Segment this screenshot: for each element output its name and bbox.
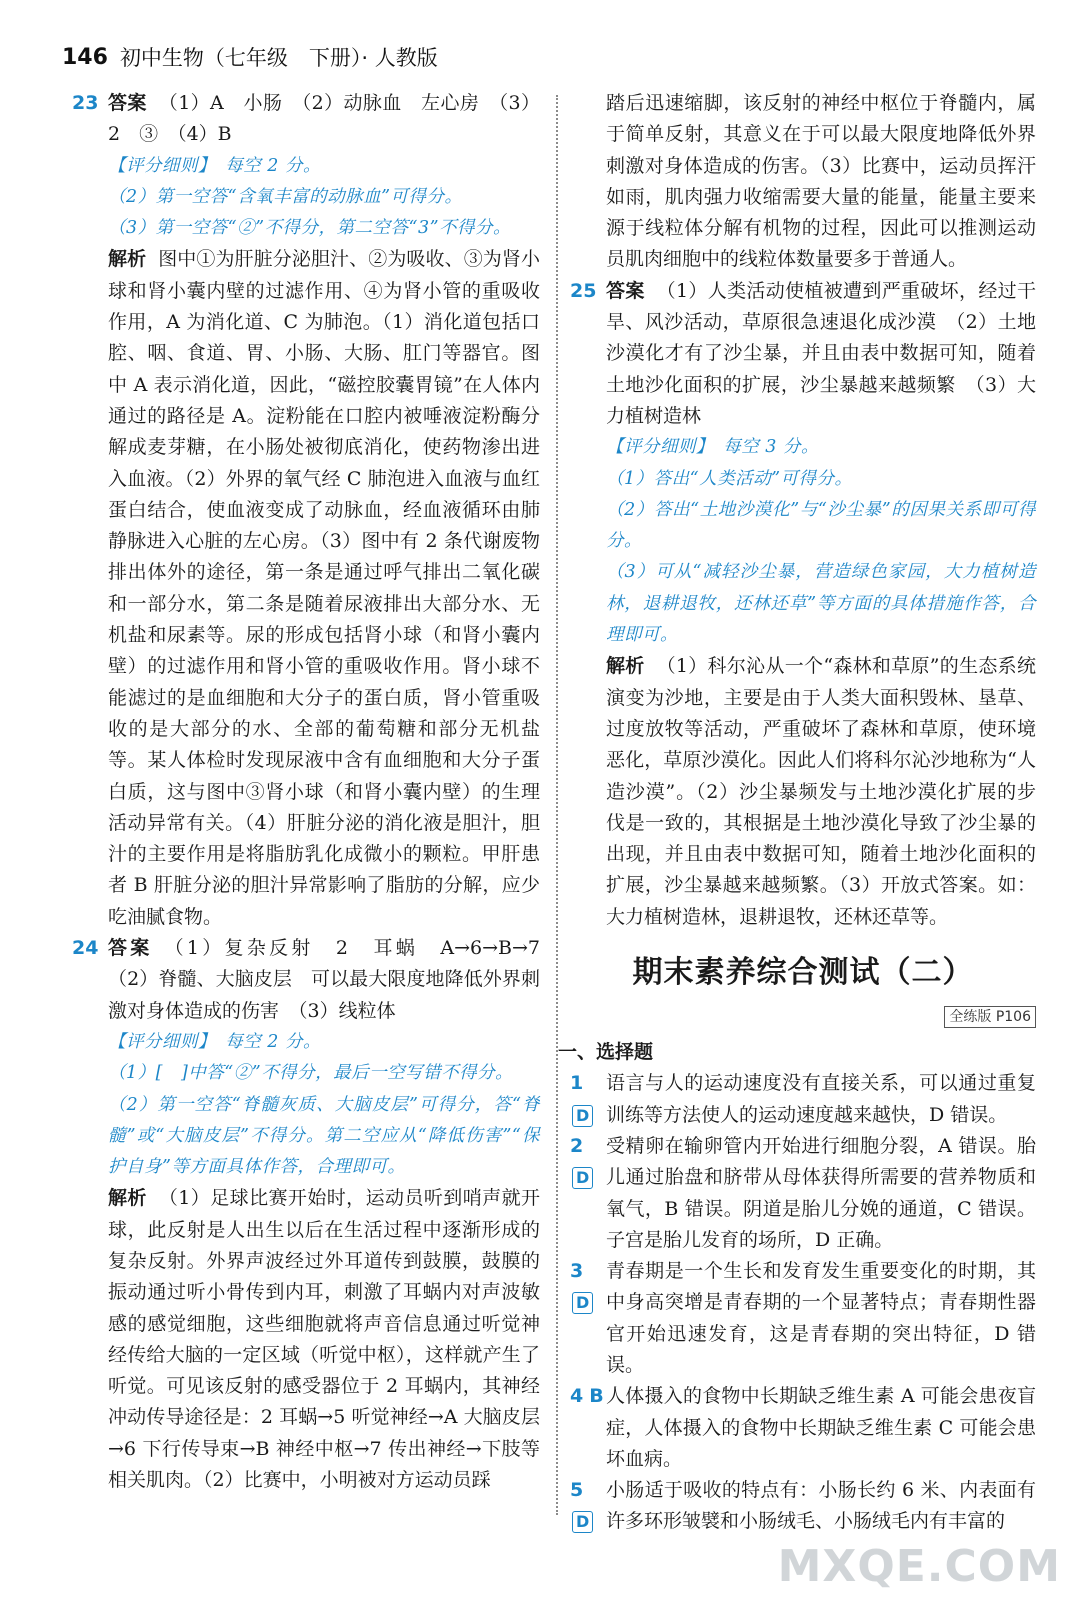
scoring-line: 【评分细则】 每空 2 分。 (108, 155, 322, 176)
question-number: 23 (72, 92, 99, 114)
answer-block (72, 88, 540, 151)
choice-item (570, 1475, 1036, 1538)
choice-item (570, 1131, 1036, 1256)
scoring-line: （1）答出“人类活动”可得分。 (606, 468, 853, 489)
scoring-line: 【评分细则】 每空 2 分。 (108, 1031, 322, 1052)
choice-text: 语言与人的运动速度没有直接关系，可以通过重复训练等方法使人的运动速度越来越快，D 错误。 (606, 1072, 1036, 1126)
answer-block (72, 933, 559, 1027)
answer-letter: B (589, 1385, 604, 1408)
choice-text: 小肠适于吸收的特点有：小肠长约 6 米、内表面有许多环形皱襞和小肠绒毛、小肠绒毛内有丰富的 (606, 1479, 1036, 1533)
question-number: 24 (72, 937, 99, 960)
book-title: 初中生物（七年级 下册）· 人教版 (119, 46, 438, 70)
answer-label: 答案 (108, 92, 147, 114)
watermark: MXQE.COM (777, 1541, 1061, 1592)
analysis-text: 图中①为肝脏分泌胆汁、②为吸收、③为肾小球和肾小囊内壁的过滤作用、④为肾小管的重吸收作用，A 为消化道、C 为肺泡。（1）消化道包括口腔、咽、食道、胃、小肠、大肠、肛门等器官。图中 A 表示消化道，因此，“磁控胶囊胃镜”在人体内通过的路径是 A。淀粉能在口腔内被唾液淀粉酶分解成麦芽糖，在小肠处被彻底消化，使药物渗出进入血液。（2）外界的氧气经 C 肺泡进入血液与血红蛋白结合，使血液变成了动脉血，经血液循环由肺静脉进入心脏的左心房。（3）图中有 2 条代谢废物排出体外的途径，第一条是通过呼气排出二氧化碳和一部分水，第二条是随着尿液排出大部分水、无机盐和尿素等。尿的形成包括肾小球（和肾小囊内壁）的过滤作用和肾小管的重吸收作用。肾小球不能滤过的是血细胞和大分子的蛋白质，肾小管重吸收的是大部分的水、全部的葡萄糖和部分无机盐等。某人体检时发现尿液中含有血细胞和大分子蛋白质，这与图中③肾小球（和肾小囊内壁）的生理活动异常有关。（4）肝脏分泌的消化液是胆汁，胆汁的主要作用是将脂肪乳化成微小的颗粒。甲肝患者 B 肝脏分泌的胆汁异常影响了脂肪的分解，应少吃油腻食物。 (108, 248, 540, 928)
part-heading: 一、选择题 (558, 1041, 654, 1064)
analysis-label: 解析 (606, 655, 645, 678)
left-column (72, 88, 559, 1496)
scoring-line: （3）可从“减轻沙尘暴，营造绿色家园，大力植树造林，退耕退牧，还林还草”等方面的具体措施作答，合理即可。 (606, 562, 1036, 646)
analysis-text: （1）足球比赛开始时，运动员听到哨声就开球，此反射是人出生以后在生活过程中逐渐形成的复杂反射。外界声波经过外耳道传到鼓膜，鼓膜的振动通过听小骨传到内耳，刺激了耳蜗内对声波敏感的感觉细胞，这些细胞就将声音信息通过听觉神经传给大脑的一定区域（听觉中枢），这样就产生了听觉。可见该反射的感受器位于 2 耳蜗内，其神经冲动传导途径是：2 耳蜗→5 听觉神经→A 大脑皮层→6 下行传导束→B 神经中枢→7 传出神经→下肢等相关肌肉。（2）比赛中，小明被对方运动员踩 (108, 1187, 540, 1492)
answer-letter: D (572, 1105, 593, 1127)
choice-number: 4 B (570, 1385, 604, 1408)
question-25 (570, 276, 1036, 933)
choice-text: 受精卵在输卵管内开始进行细胞分裂，A 错误。胎儿通过胎盘和脐带从母体获得所需要的营养物质和氧气，B 错误。阴道是胎儿分娩的通道，C 错误。子宫是胎儿发育的场所，D 正确。 (606, 1134, 1036, 1251)
answer-letter: D (572, 1167, 593, 1189)
reference-row (570, 1003, 1036, 1029)
choice-number: 5D (570, 1475, 604, 1538)
scoring-line: （2）答出“土地沙漠化”与“沙尘暴”的因果关系即可得分。 (606, 499, 1036, 552)
analysis-label: 解析 (108, 1187, 147, 1210)
section-title: 期末素养综合测试（二） (632, 955, 974, 991)
analysis-label: 解析 (108, 248, 147, 271)
choice-item (570, 1256, 1036, 1381)
answer-text: （1）A 小肠 （2）动脉血 左心房 （3）2 ③ （4）B (108, 92, 540, 146)
question-23 (72, 88, 540, 933)
scoring-line: （3）第一空答“②”不得分，第二空答“3”不得分。 (108, 218, 512, 239)
analysis-block (72, 244, 540, 933)
choice-item (570, 1068, 1036, 1131)
right-column (558, 88, 1036, 1538)
choice-number: 2D (570, 1131, 604, 1194)
scoring-line: 【评分细则】 每空 3 分。 (606, 437, 820, 458)
analysis-text: （1）科尔沁从一个“森林和草原”的生态系统演变为沙地，主要是由于人类大面积毁林、垦草、过度放牧等活动，严重破坏了森林和草原，使环境恶化，草原沙漠化。因此人们将科尔沁沙地称为“人造沙漠”。（2）沙尘暴频发与土地沙漠化扩展的步伐是一致的，其根据是土地沙漠化导致了沙尘暴的出现，并且由表中数据可知，随着土地沙化面积的扩展，沙尘暴越来越频繁。（3）开放式答案。如：大力植树造林，退耕退牧，还林还草等。 (606, 655, 1036, 928)
analysis-block (570, 651, 1036, 933)
choice-number: 1D (570, 1068, 604, 1131)
answer-text: （1）复杂反射 2 耳蜗 A→6→B→7 （2）脊髓、大脑皮层 可以最大限度地降低外界刺激对身体造成的伤害 （3）线粒体 (108, 937, 559, 1022)
answer-text: （1）人类活动使植被遭到严重破坏，经过干旱、风沙活动，草原很急速退化成沙漠 （2）土地沙漠化才有了沙尘暴，并且由表中数据可知，随着土地沙化面积的扩展，沙尘暴越来越频繁 （3）大力植树造林 (606, 279, 1036, 427)
answer-block (570, 276, 1036, 432)
analysis-block (72, 1183, 540, 1496)
page-header (62, 42, 438, 72)
answer-letter: D (572, 1511, 593, 1533)
choice-item (570, 1381, 1036, 1475)
page-number: 146 (62, 44, 108, 70)
answer-label: 答案 (108, 937, 153, 960)
choice-text: 青春期是一个生长和发育发生重要变化的时期，其中身高突增是青春期的一个显著特点；青春期性器官开始迅速发育，这是青春期的突出特征，D 错误。 (606, 1260, 1036, 1376)
choice-text: 人体摄入的食物中长期缺乏维生素 A 可能会患夜盲症，人体摄入的食物中长期缺乏维生素 C 可能会患坏血病。 (606, 1385, 1036, 1470)
answer-letter: D (572, 1292, 593, 1314)
answer-label: 答案 (606, 279, 645, 302)
scoring-line: （1）[ ]中答“②”不得分，最后一空写错不得分。 (108, 1063, 514, 1084)
question-24 (72, 933, 559, 1496)
question-number: 25 (570, 279, 597, 302)
question-24-continued: 踏后迅速缩脚，该反射的神经中枢位于脊髓内，属于简单反射，其意义在于可以最大限度地降低外界刺激对身体造成的伤害。（3）比赛中，运动员挥汗如雨，肌肉强力收缩需要大量的能量，能量主要来源于线粒体分解有机物的过程，因此可以推测运动员肌肉细胞中的线粒体数量要多于普通人。 (606, 92, 1036, 271)
scoring-line: （2）第一空答“含氧丰富的动脉血”可得分。 (108, 186, 463, 207)
column-divider (556, 95, 558, 1515)
choice-number: 3D (570, 1256, 604, 1319)
scoring-line: （2）第一空答“脊髓灰质、大脑皮层”可得分，答“脊髓”或“大脑皮层”不得分。第二空应从“降低伤害”“保护自身”等方面具体作答，合理即可。 (108, 1094, 540, 1178)
reference-tag: 全练版 P106 (944, 1006, 1036, 1028)
